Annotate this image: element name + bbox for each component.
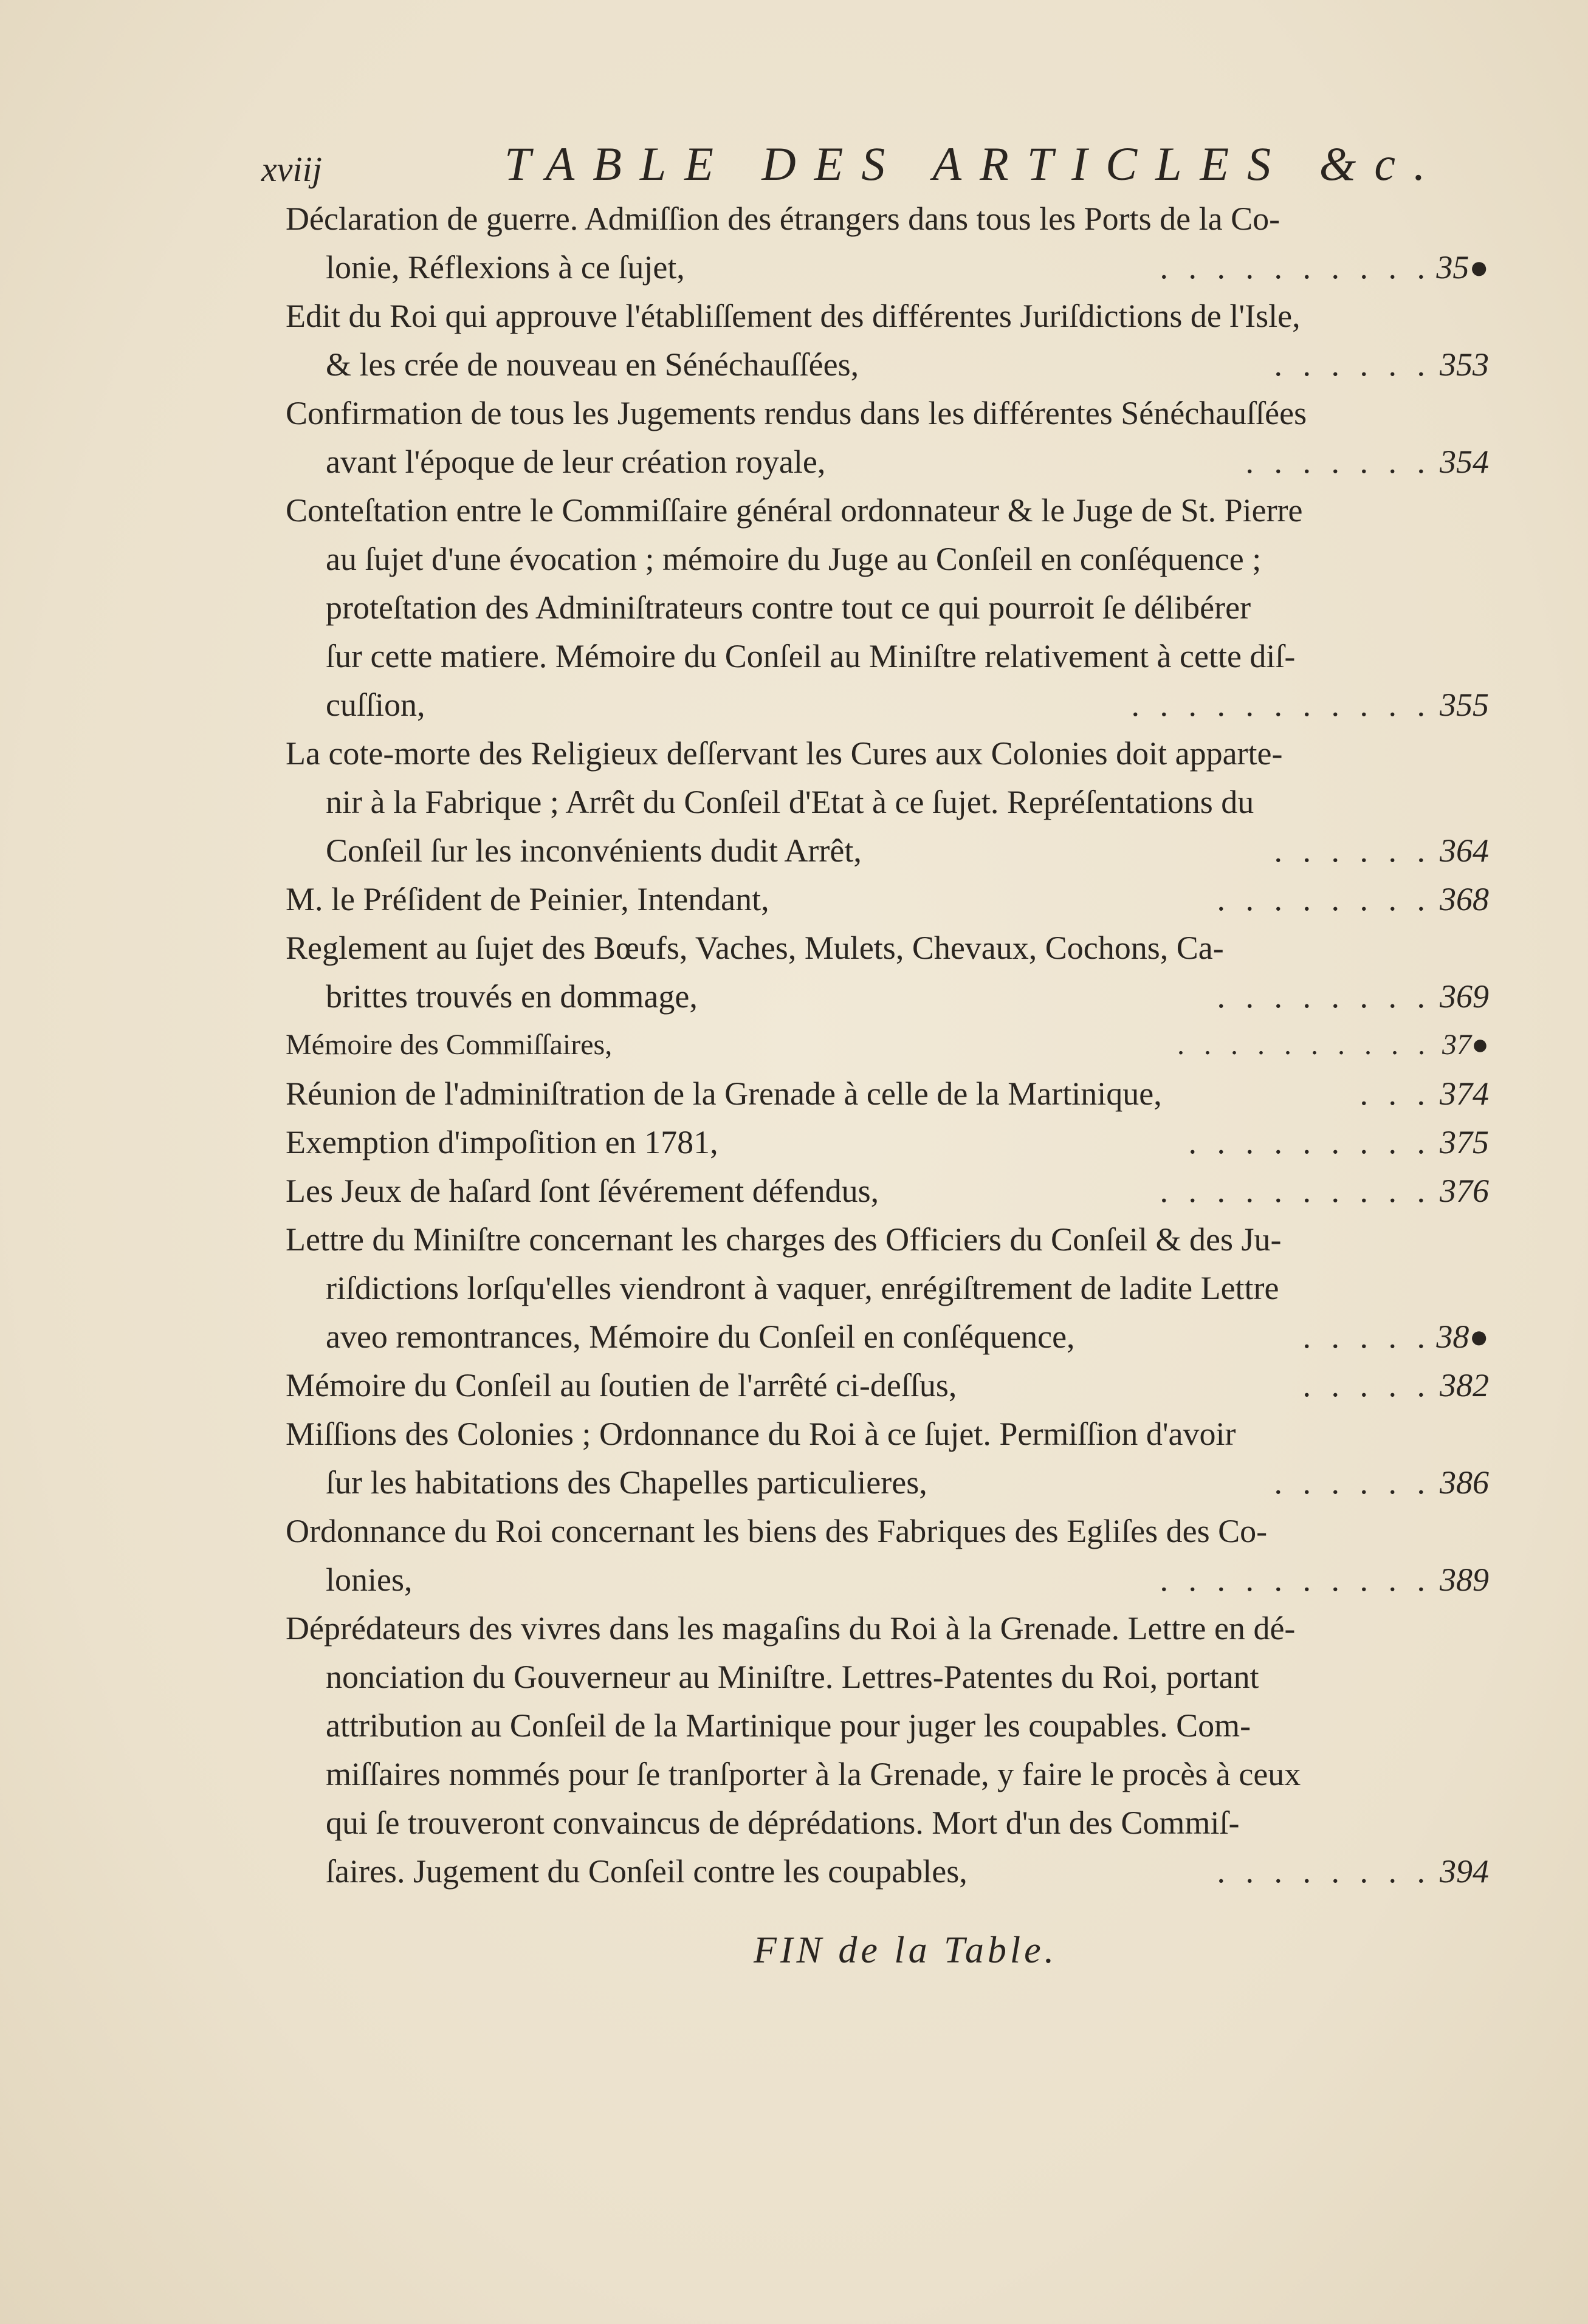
toc-entry-text: Les Jeux de haſard ſont ſévérement défendus, xyxy=(286,1173,879,1209)
toc-entry-line xyxy=(286,924,1489,972)
toc-entry-line xyxy=(286,778,1489,826)
toc-entry-line xyxy=(286,1555,1489,1604)
toc-entry-text: au ſujet d'une évocation ; mémoire du Juge au Conſeil en conſéquence ; xyxy=(326,541,1262,577)
toc-leader-dots: . . . . . . . . . . xyxy=(1160,1561,1431,1598)
toc-entry xyxy=(286,1118,1489,1167)
toc-leader-dots: . . . . . . xyxy=(1274,832,1431,869)
toc-page-number: 355 xyxy=(1440,687,1489,723)
toc-entry-text: aveo remontrances, Mémoire du Conſeil en conſéquence, xyxy=(326,1318,1075,1355)
toc-entry-line xyxy=(286,680,1489,729)
toc-entry-text: Déclaration de guerre. Admiſſion des étrangers dans tous les Ports de la Co- xyxy=(286,201,1280,237)
toc-entry xyxy=(286,1507,1489,1604)
toc-entry xyxy=(286,389,1489,486)
toc-leader-dots: . . . xyxy=(1359,1075,1431,1112)
toc-page-number: 368 xyxy=(1440,881,1489,917)
toc-entry-text: qui ſe trouveront convaincus de déprédations. Mort d'un des Commiſ- xyxy=(326,1805,1240,1841)
toc-leader-dots: . . . . . . . xyxy=(1245,444,1431,480)
toc-entry-line xyxy=(286,1069,1489,1118)
toc-entry xyxy=(286,1167,1489,1215)
toc-entry xyxy=(286,875,1489,924)
toc-leader-dots: . . . . . xyxy=(1302,1318,1431,1355)
toc-entry-line xyxy=(286,340,1489,389)
toc-entry xyxy=(286,729,1489,875)
toc-entry-text: Exemption d'impoſition en 1781, xyxy=(286,1124,718,1160)
toc-entry-text: Edit du Roi qui approuve l'établiſſement des différentes Juriſdictions de l'Isle, xyxy=(286,298,1301,334)
toc-entry xyxy=(286,1215,1489,1361)
toc-entry xyxy=(286,292,1489,389)
toc-entry-line xyxy=(286,1507,1489,1555)
toc-entry-line xyxy=(286,875,1489,924)
toc-entry-text: Mémoire des Commiſſaires, xyxy=(286,1029,613,1061)
toc-entry-line xyxy=(286,243,1489,292)
toc-entry-line xyxy=(286,1264,1489,1312)
toc-page-number: 375 xyxy=(1440,1124,1489,1160)
toc-entry xyxy=(286,924,1489,1021)
toc-entry-text: Ordonnance du Roi concernant les biens des Fabriques des Egliſes des Co- xyxy=(286,1513,1268,1549)
toc-entry-text: attribution au Conſeil de la Martinique pour juger les coupables. Com- xyxy=(326,1707,1251,1744)
toc-entry-line xyxy=(286,632,1489,680)
end-of-table: FIN de la Table. xyxy=(754,1930,1058,1971)
toc-entry xyxy=(286,194,1489,292)
toc-entry-text: Réunion de l'adminiſtration de la Grenade à celle de la Martinique, xyxy=(286,1075,1162,1112)
toc-entry-text: Conteſtation entre le Commiſſaire général ordonnateur & le Juge de St. Pierre xyxy=(286,492,1303,529)
toc-page-number: 364 xyxy=(1440,832,1489,869)
toc-page-number: 376 xyxy=(1440,1173,1489,1209)
toc-entry-line xyxy=(286,1410,1489,1458)
toc-entry-text: lonie, Réflexions à ce ſujet, xyxy=(326,249,685,286)
toc-page-number: 37● xyxy=(1442,1029,1489,1061)
toc-entry-text: proteſtation des Adminiſtrateurs contre tout ce qui pourroit ſe délibérer xyxy=(326,589,1251,626)
toc-page-number: 374 xyxy=(1440,1075,1489,1112)
toc-leader-dots: . . . . . . . . . . xyxy=(1160,249,1431,286)
running-title: TABLE DES ARTICLES &c. xyxy=(504,137,1444,190)
toc-entry-text: La cote-morte des Religieux deſſervant les Cures aux Colonies doit apparte- xyxy=(286,735,1283,772)
toc-entry xyxy=(286,1069,1489,1118)
toc-entry-text: nir à la Fabrique ; Arrêt du Conſeil d'Etat à ce ſujet. Repréſentations du xyxy=(326,784,1254,820)
toc-entry-line xyxy=(286,1118,1489,1167)
toc-entry-text: Miſſions des Colonies ; Ordonnance du Roi à ce ſujet. Permiſſion d'avoir xyxy=(286,1416,1236,1452)
toc-entry xyxy=(286,1361,1489,1410)
toc-entry xyxy=(286,1410,1489,1507)
toc-entry-text: cuſſion, xyxy=(326,687,425,723)
toc-entry-text: ſur les habitations des Chapelles particulieres, xyxy=(326,1464,927,1501)
toc-entry-line xyxy=(286,1847,1489,1896)
toc-entry-line xyxy=(286,1021,1489,1069)
toc-page-number: 35● xyxy=(1436,249,1489,286)
toc-entry-text: Déprédateurs des vivres dans les magaſins du Roi à la Grenade. Lettre en dé- xyxy=(286,1610,1296,1647)
toc-entry-line xyxy=(286,292,1489,340)
toc-page-number: 386 xyxy=(1440,1464,1489,1501)
toc-entry-line xyxy=(286,972,1489,1021)
toc-entry-text: ſaires. Jugement du Conſeil contre les coupables, xyxy=(326,1853,968,1890)
toc-entry-text: miſſaires nommés pour ſe tranſporter à la Grenade, y faire le procès à ceux xyxy=(326,1756,1301,1792)
toc-entry-text: Mémoire du Conſeil au ſoutien de l'arrêté ci-deſſus, xyxy=(286,1367,957,1404)
toc-entry-text: avant l'époque de leur création royale, xyxy=(326,444,826,480)
toc-entry-text: brittes trouvés en dommage, xyxy=(326,978,698,1015)
toc-page-number: 389 xyxy=(1440,1561,1489,1598)
toc-entry-line xyxy=(286,1798,1489,1847)
toc-entry-text: ſur cette matiere. Mémoire du Conſeil au Miniſtre relativement à cette diſ- xyxy=(326,638,1296,674)
toc-leader-dots: . . . . . . xyxy=(1274,346,1431,383)
toc-entry-line xyxy=(286,1167,1489,1215)
toc-entry-line xyxy=(286,1701,1489,1750)
toc-entry-line xyxy=(286,194,1489,243)
toc-page-number: 369 xyxy=(1440,978,1489,1015)
toc-leader-dots: . . . . . . . . . . xyxy=(1177,1029,1431,1061)
toc-page-number: 353 xyxy=(1440,346,1489,383)
toc-leader-dots: . . . . . . . . xyxy=(1217,881,1431,917)
toc-entry-line xyxy=(286,583,1489,632)
toc-entry-line xyxy=(286,1361,1489,1410)
toc-leader-dots: . . . . . xyxy=(1302,1367,1431,1404)
toc-entry-line xyxy=(286,1604,1489,1653)
toc-leader-dots: . . . . . . xyxy=(1274,1464,1431,1501)
toc-entry-line xyxy=(286,535,1489,583)
toc-entry-text: lonies, xyxy=(326,1561,413,1598)
toc-entry-line xyxy=(286,729,1489,778)
toc-entry-line xyxy=(286,1750,1489,1798)
toc-entry-text: Reglement au ſujet des Bœufs, Vaches, Mulets, Chevaux, Cochons, Ca- xyxy=(286,930,1224,966)
toc-entry-line xyxy=(286,486,1489,535)
toc-entry-line xyxy=(286,826,1489,875)
toc-page-number: 354 xyxy=(1440,444,1489,480)
toc-entry-line xyxy=(286,437,1489,486)
toc-entry xyxy=(286,486,1489,729)
toc-entry-text: riſdictions lorſqu'elles viendront à vaquer, enrégiſtrement de ladite Lettre xyxy=(326,1270,1279,1306)
toc-leader-dots: . . . . . . . . xyxy=(1217,1853,1431,1890)
toc-entry-text: & les crée de nouveau en Sénéchauſſées, xyxy=(326,346,859,383)
toc-leader-dots: . . . . . . . . . . . xyxy=(1131,687,1431,723)
page-folio: xviij xyxy=(261,149,322,189)
toc-entry xyxy=(286,1021,1489,1069)
toc-entry-line xyxy=(286,1312,1489,1361)
toc-leader-dots: . . . . . . . . . xyxy=(1188,1124,1431,1160)
toc-entry-text: Conſeil ſur les inconvénients dudit Arrêt, xyxy=(326,832,862,869)
toc-entry-text: Confirmation de tous les Jugements rendus dans les différentes Sénéchauſſées xyxy=(286,395,1307,431)
page-header xyxy=(261,137,1444,204)
toc-leader-dots: . . . . . . . . xyxy=(1217,978,1431,1015)
toc-leader-dots: . . . . . . . . . . xyxy=(1160,1173,1431,1209)
toc-entry-text: Lettre du Miniſtre concernant les charges des Officiers du Conſeil & des Ju- xyxy=(286,1221,1282,1258)
toc-entry-line xyxy=(286,1653,1489,1701)
table-of-contents xyxy=(286,194,1489,1896)
toc-entry xyxy=(286,1604,1489,1896)
toc-entry-text: M. le Préſident de Peinier, Intendant, xyxy=(286,881,769,917)
toc-entry-text: nonciation du Gouverneur au Miniſtre. Lettres-Patentes du Roi, portant xyxy=(326,1659,1259,1695)
toc-page-number: 394 xyxy=(1440,1853,1489,1890)
toc-page-number: 382 xyxy=(1440,1367,1489,1404)
toc-page-number: 38● xyxy=(1436,1318,1489,1355)
toc-entry-line xyxy=(286,1458,1489,1507)
toc-entry-line xyxy=(286,1215,1489,1264)
toc-entry-line xyxy=(286,389,1489,437)
